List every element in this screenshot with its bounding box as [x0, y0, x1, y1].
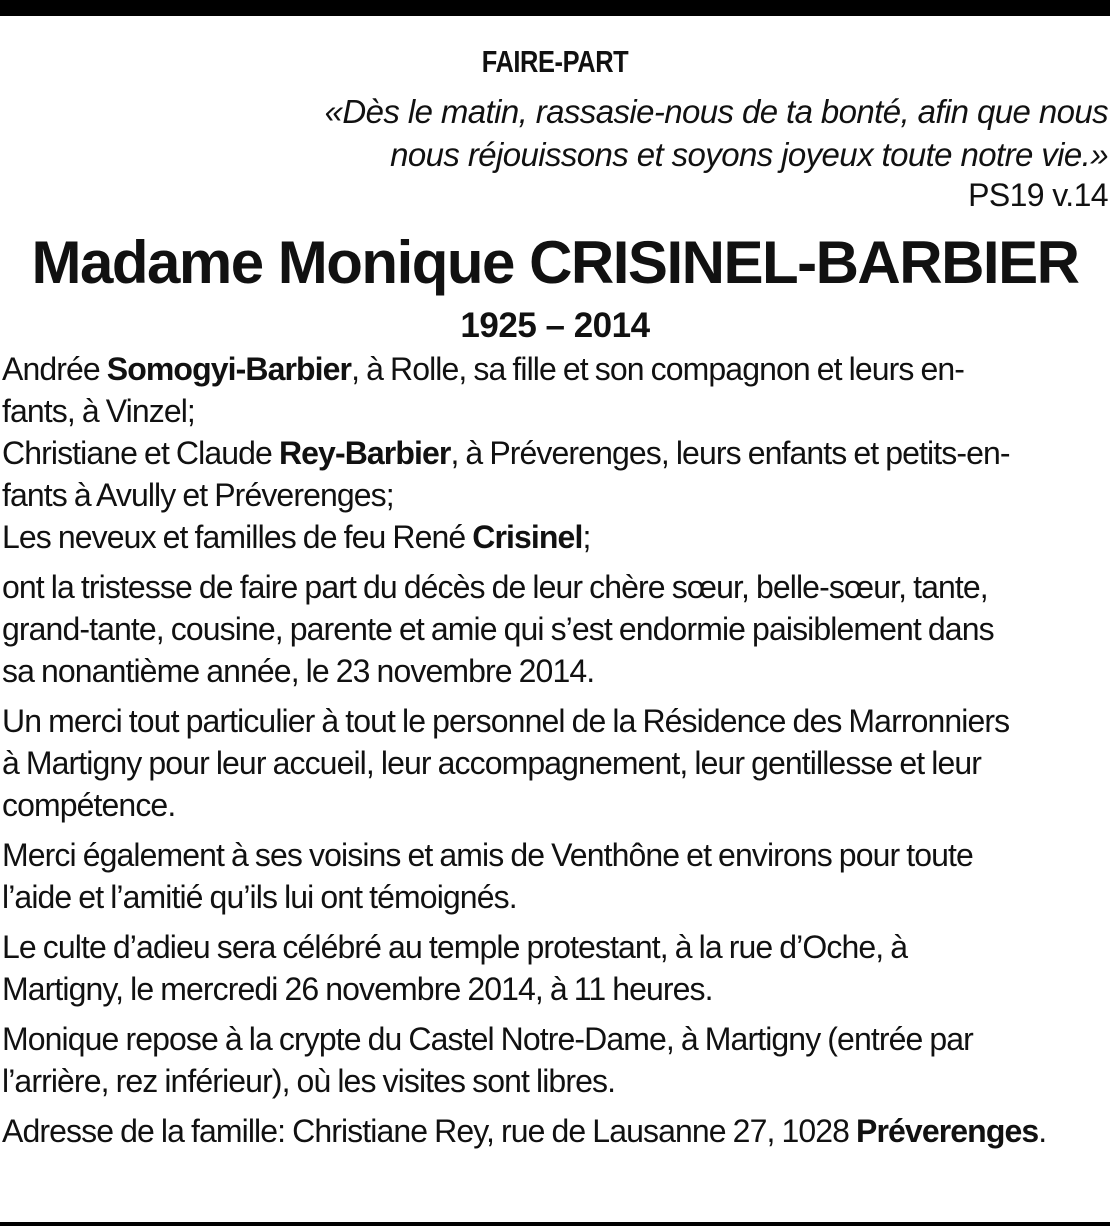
obituary-notice	[2, 40, 1108, 1152]
family-line: Christiane et Claude Rey-Barbier, à Préverenges, leurs enfants et petits-en-	[2, 435, 1010, 471]
visitation-paragraph: Monique repose à la crypte du Castel Notre-Dame, à Martigny (entrée par l’arrière, rez inférieur), où les visites sont libres.	[2, 1021, 973, 1099]
announcement-paragraph: ont la tristesse de faire part du décès de leur chère sœur, belle-sœur, tante, grand-tante, cousine, parente et amie qui s’est endormie paisiblement dans sa nonantième année, le 23 novembre 2014.	[2, 569, 994, 689]
top-rule	[0, 0, 1110, 16]
family-line: Andrée Somogyi-Barbier, à Rolle, sa fille et son compagnon et leurs en-	[2, 351, 965, 387]
family-line: Les neveux et familles de feu René Crisinel;	[2, 519, 591, 555]
bottom-rule	[0, 1222, 1110, 1226]
epigraph-line: nous réjouissons et soyons joyeux toute notre vie.»	[390, 136, 1108, 173]
epigraph-line: «Dès le matin, rassasie-nous de ta bonté, afin que nous	[324, 93, 1108, 130]
address-town: Préverenges	[856, 1113, 1039, 1149]
family-line: fants, à Vinzel;	[2, 393, 195, 429]
thanks-neighbors-paragraph: Merci également à ses voisins et amis de Venthône et environs pour toute l’aide et l’amitié qu’ils lui ont témoignés.	[2, 837, 973, 915]
family-surname: Somogyi-Barbier	[106, 351, 352, 387]
thanks-staff-paragraph: Un merci tout particulier à tout le personnel de la Résidence des Marronniers à Martigny pour leur accueil, leur accompagnement, leur gentillesse et leur compétence.	[2, 703, 1010, 823]
epigraph-quote	[2, 90, 1108, 176]
family-list	[2, 348, 1108, 558]
epigraph-reference: PS19 v.14	[968, 177, 1108, 213]
family-address: Adresse de la famille: Christiane Rey, rue de Lausanne 27, 1028 Préverenges.	[2, 1113, 1047, 1149]
notice-kicker: FAIRE-PART	[481, 44, 629, 79]
family-line: fants à Avully et Préverenges;	[2, 477, 394, 513]
service-paragraph: Le culte d’adieu sera célébré au temple protestant, à la rue d’Oche, à Martigny, le mercredi 26 novembre 2014, à 11 heures.	[2, 929, 908, 1007]
deceased-name: Madame Monique CRISINEL-BARBIER	[31, 229, 1079, 296]
family-surname: Crisinel	[472, 519, 583, 555]
family-surname: Rey-Barbier	[278, 435, 451, 471]
life-dates: 1925 – 2014	[460, 306, 650, 345]
